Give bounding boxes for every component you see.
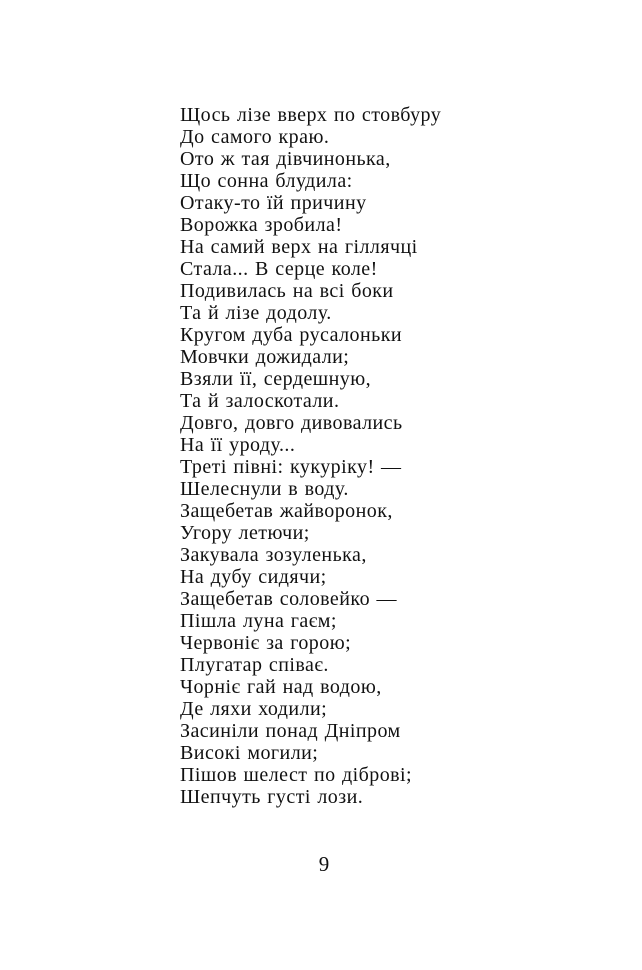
poem-line: Шепчуть густі лози. — [180, 786, 364, 808]
poem-line: Отаку-то їй причину — [180, 192, 367, 214]
poem-line: На самий верх на гіллячці — [180, 236, 418, 258]
poem-line: Високі могили; — [180, 742, 319, 764]
page-number: 9 — [318, 852, 330, 876]
poem-line: Пішов шелест по діброві; — [180, 764, 413, 786]
poem-line: Подивилась на всі боки — [180, 280, 394, 302]
poem-line: Та й залоскотали. — [180, 390, 340, 412]
poem-line: Закувала зозуленька, — [180, 544, 367, 566]
poem-line: Треті півні: кукуріку! — — [180, 456, 402, 478]
poem-text — [180, 104, 600, 808]
poem-line: Та й лізе додолу. — [180, 302, 332, 324]
poem-line: Ото ж тая дівчинонька, — [180, 148, 391, 170]
poem-line: Защебетав соловейко — — [180, 588, 397, 610]
poem-line: Плугатар співає. — [180, 654, 329, 676]
poem-line: Червоніє за горою; — [180, 632, 352, 654]
poem-line: Щось лізе вверх по стовбуру — [180, 104, 442, 126]
poem-line: Пішла луна гаєм; — [180, 610, 337, 632]
poem-line: Довго, довго дивовались — [180, 412, 403, 434]
poem-line: Що сонна блудила: — [180, 170, 353, 192]
poem-line: Защебетав жайворонок, — [180, 500, 393, 522]
poem-line: Стала... В серце коле! — [180, 258, 378, 280]
poem-line: Взяли її, сердешную, — [180, 368, 372, 390]
poem-line: Ворожка зробила! — [180, 214, 343, 236]
poem-line: Засиніли понад Дніпром — [180, 720, 401, 742]
poem-line: На дубу сидячи; — [180, 566, 327, 588]
poem-line: До самого краю. — [180, 126, 330, 148]
poem-line: Шелеснули в воду. — [180, 478, 349, 500]
poem-line: Угору летючи; — [180, 522, 310, 544]
poem-line: Де ляхи ходили; — [180, 698, 328, 720]
poem-line: Мовчки дожидали; — [180, 346, 350, 368]
poem-line: Кругом дуба русалоньки — [180, 324, 403, 346]
poem-line: На її уроду... — [180, 434, 296, 456]
poem-line: Чорніє гай над водою, — [180, 676, 382, 698]
